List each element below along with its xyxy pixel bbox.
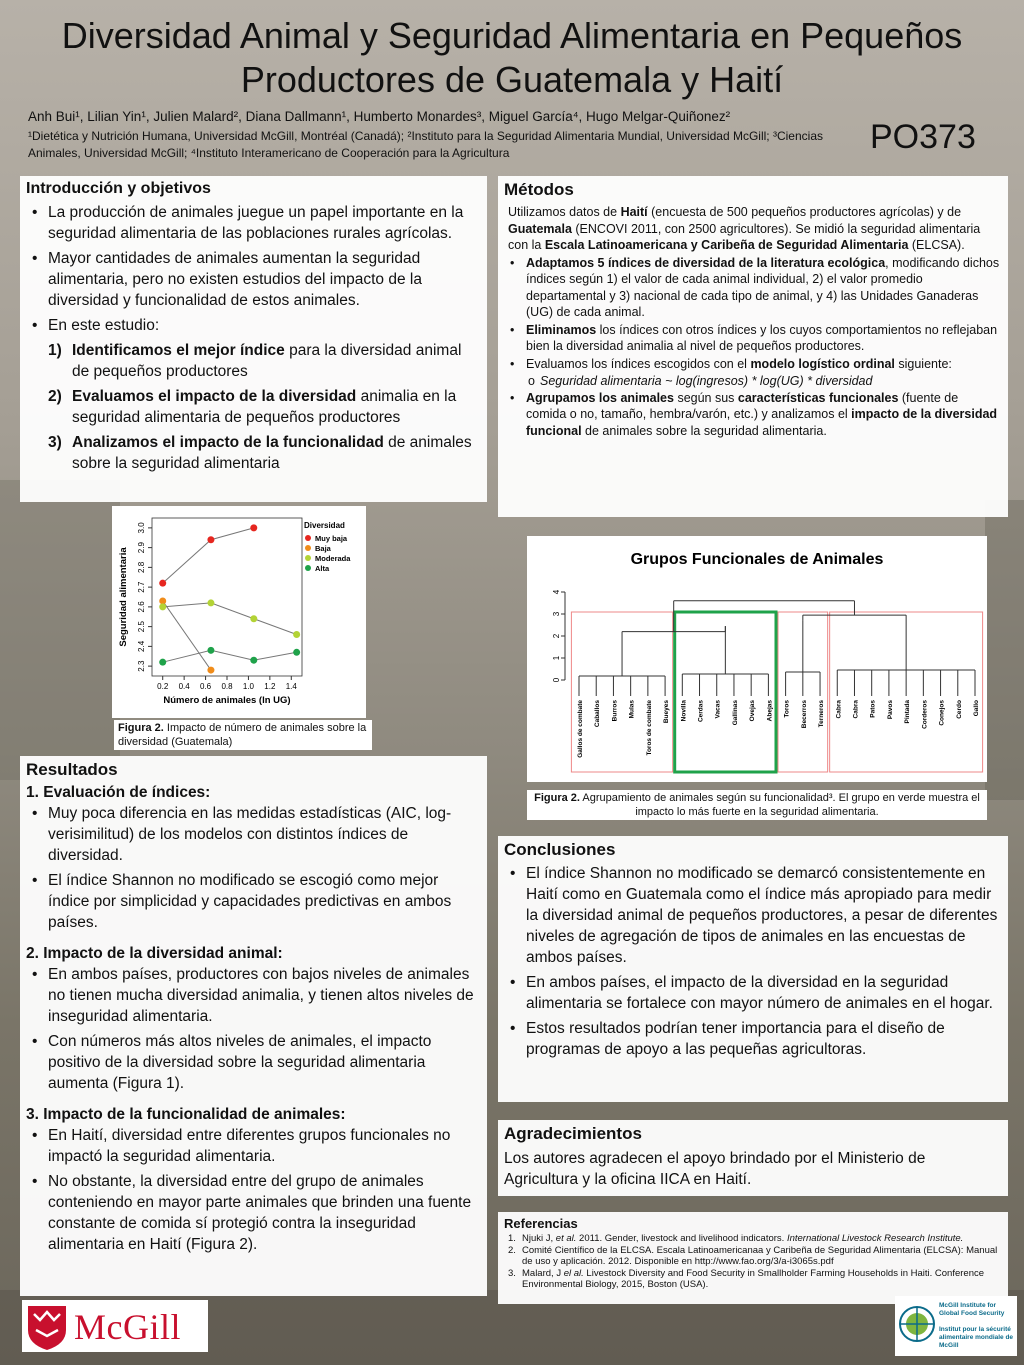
conclusions-bullet: • En ambos países, el impacto de la diversidad en la seguridad alimentaria se fortalece con mayor número de animales en el hogar. — [504, 972, 1000, 1014]
leaf-label: Caballos — [594, 700, 602, 728]
leaf-label: Toros — [783, 700, 791, 718]
results-subheading: 2. Impacto de la diversidad animal: — [26, 945, 283, 962]
legend-swatch — [305, 555, 311, 561]
leaf-label: Cerdo — [955, 700, 963, 719]
gfs-name-en: McGill Institute for Global Food Security — [939, 1302, 1005, 1317]
data-point — [293, 631, 300, 638]
x-axis-label: Número de animales (ln UG) — [163, 695, 291, 706]
x-tick-label: 1.2 — [264, 682, 276, 691]
methods-bullet — [504, 255, 1000, 321]
formula-text: Seguridad alimentaria ~ log(ingresos) * log(UG) * diversidad — [540, 374, 873, 388]
methods-bold: Haití — [620, 205, 648, 219]
intro-bullet: • En este estudio: — [26, 315, 481, 336]
intro-panel — [20, 176, 487, 502]
ack-heading: Agradecimientos — [504, 1124, 642, 1143]
methods-intro — [504, 204, 1000, 254]
intro-heading: Introducción y objetivos — [26, 180, 211, 197]
ref-text: Malard, J — [522, 1267, 564, 1279]
ref-text: 2011. Gender, livestock and livelihood indicators. — [576, 1233, 787, 1244]
objective-bold: Identificamos el mejor índice — [72, 342, 285, 359]
leaf-label: Bueyes — [663, 700, 671, 724]
y-tick-label: 2.6 — [137, 601, 146, 613]
results-bullet: • En Haití, diversidad entre diferentes grupos funcionales no impactó la seguridad alimentaria. — [26, 1125, 481, 1167]
y-axis-label: Seguridad alimentaria — [118, 547, 129, 647]
title-line-1: Diversidad Animal y Seguridad Alimentaria en Pequeños — [61, 15, 963, 56]
y-tick-label: 2.9 — [137, 542, 146, 554]
leaf-label: Ovejas — [749, 700, 757, 722]
figure-2-caption — [527, 790, 987, 820]
caption-label: Figura 2. — [534, 792, 580, 804]
legend-title: Diversidad — [304, 521, 345, 530]
x-tick-label: 0.6 — [200, 682, 212, 691]
data-point — [159, 603, 166, 610]
intro-bullet: • La producción de animales juegue un papel importante en la seguridad alimentaria de las poblaciones rurales agrícolas. — [26, 202, 481, 244]
objective-item — [26, 340, 481, 382]
data-point — [207, 647, 214, 654]
caption-text: Impacto de número de animales sobre la diversidad (Guatemala) — [118, 722, 367, 748]
leaf-label: Novilla — [680, 700, 688, 722]
model-formula — [504, 373, 1000, 390]
methods-text: de animales sobre la seguridad alimentaria. — [581, 423, 827, 438]
methods-bullet — [504, 322, 1000, 355]
leaf-label: Burros — [611, 700, 619, 722]
ref-item — [504, 1245, 1000, 1268]
ref-number: 3. — [508, 1267, 516, 1279]
methods-bold: Eliminamos — [526, 322, 597, 337]
results-bullets-2 — [26, 964, 481, 1094]
methods-bold: características funcionales — [737, 390, 899, 405]
y-tick-label: 2.8 — [137, 561, 146, 573]
caption-text: Agrupamiento de animales según su funcionalidad³. El grupo en verde muestra el impacto lo más fuerte en la seguridad alimentaria. — [579, 792, 980, 818]
ref-text: Livestock Diversity and Food Security in Smallholder Farming Households in Haiti. Conference Environmental Biology, 2015, Boston (USA). — [522, 1267, 985, 1290]
data-point — [159, 659, 166, 666]
ref-italic: el al. — [563, 1267, 584, 1279]
leaf-label: Gallos de combate — [577, 700, 584, 758]
leaf-label: Cabra — [835, 700, 843, 719]
data-point — [207, 599, 214, 606]
ref-number: 1. — [508, 1233, 516, 1244]
leaf-label: Pintada — [904, 700, 912, 724]
results-bullet: • No obstante, la diversidad entre del grupo de animales conteniendo en mayor parte animales que brinden una fuente constante de comida sí protegió contra la inseguridad alimentaria en Haití (Figura 2). — [26, 1171, 481, 1255]
author-list: Anh Bui¹, Lilian Yin¹, Julien Malard², Diana Dallmann¹, Humberto Monardes³, Miguel García⁴, Hugo Melgar-Quiñonez² — [28, 109, 731, 124]
objective-text: de animales sobre la seguridad alimentaria — [72, 434, 472, 472]
y-tick-label: 2.5 — [137, 621, 146, 633]
results-panel — [20, 756, 487, 1296]
ref-italic: et al. — [555, 1233, 577, 1244]
results-bullet: • Con números más altos niveles de animales, el impacto positivo de la diversidad sobre la seguridad alimentaria aumenta (Figura 1). — [26, 1031, 481, 1094]
dendrogram-title: Grupos Funcionales de Animales — [630, 551, 884, 568]
mcgill-wordmark: McGill — [74, 1307, 181, 1347]
methods-bold: Agrupamos los animales — [526, 390, 674, 405]
results-bullet: • Muy poca diferencia en las medidas estadísticas (AIC, log-verisimilitud) de los modelos con distintos índices de diversidad. — [26, 803, 481, 866]
intro-bullets — [26, 202, 481, 336]
refs-list — [504, 1233, 1000, 1291]
caption-label: Figura 2. — [118, 722, 164, 734]
leaf-label: Becerros — [800, 700, 808, 729]
leaf-label: Abejas — [766, 700, 774, 722]
leaf-label: Patos — [869, 700, 877, 718]
figure-2 — [527, 536, 987, 782]
objective-item — [26, 386, 481, 428]
poster-title — [10, 14, 1014, 102]
methods-text: (ELCSA). — [908, 238, 965, 252]
ref-italic: International Livestock Research Institute. — [786, 1233, 964, 1244]
results-subheading: 3. Impacto de la funcionalidad de animales: — [26, 1106, 346, 1123]
results-bullets-3 — [26, 1125, 481, 1255]
background-photo-hint-left — [0, 480, 120, 780]
x-tick-label: 1.4 — [285, 682, 297, 691]
results-bullets-1 — [26, 803, 481, 933]
objective-item — [26, 432, 481, 474]
results-subheading: 1. Evaluación de índices: — [26, 784, 211, 801]
methods-text: Utilizamos datos de — [508, 205, 621, 219]
methods-text: según sus — [673, 390, 738, 405]
sub-bullet-marker: o — [528, 374, 535, 388]
diversity-line-chart — [112, 506, 366, 718]
figure-1-caption — [114, 720, 372, 750]
methods-bullets-2 — [504, 390, 1000, 440]
intro-bullet: • Mayor cantidades de animales aumentan la seguridad alimentaria, pero no existen estudios del impacto de la diversidad y funcionalidad de estos animales. — [26, 248, 481, 311]
objective-bold: Analizamos el impacto de la funcionalidad — [72, 434, 384, 451]
leaf-label: Terneros — [818, 700, 826, 728]
conclusions-bullet: • Estos resultados podrían tener importancia para el diseño de programas de apoyo a las pequeñas agricultoras. — [504, 1018, 1000, 1060]
results-heading: Resultados — [26, 760, 118, 779]
y-tick-label: 2.7 — [137, 581, 146, 593]
methods-bold: modelo logístico ordinal — [750, 356, 895, 371]
ack-text: Los autores agradecen el apoyo brindado por el Ministerio de Agricultura y la oficina IICA en Haití. — [504, 1150, 926, 1188]
methods-bullet — [504, 356, 1000, 373]
refs-heading: Referencias — [504, 1216, 578, 1231]
globe-icon — [897, 1302, 937, 1350]
methods-text: (encuesta de 500 pequeños productores agrícolas) y de — [647, 205, 962, 219]
functional-groups-dendrogram — [527, 536, 987, 782]
methods-bold: Adaptamos 5 índices de diversidad de la literatura ecológica — [526, 255, 886, 270]
x-tick-label: 0.2 — [157, 682, 169, 691]
leaf-label: Cabra — [852, 700, 860, 719]
figure-1 — [112, 506, 366, 718]
background-photo-hint-right — [985, 500, 1024, 800]
leaf-label: Pavos — [886, 700, 894, 720]
ref-item — [504, 1233, 1000, 1245]
methods-text: siguiente: — [894, 356, 952, 371]
ref-number: 2. — [508, 1244, 516, 1256]
gfs-name-fr: Institut pour la sécurité alimentaire mondiale de McGill — [939, 1326, 1014, 1349]
methods-panel — [498, 176, 1008, 517]
results-bullet: • En ambos países, productores con bajos niveles de animales no tienen mucha diversidad animalia, y tienen altos niveles de inseguridad alimentaria. — [26, 964, 481, 1027]
ref-text: Njuki J, — [522, 1233, 556, 1244]
objective-number: 1) — [48, 342, 62, 359]
methods-text: los índices con otros índices y los cuyos comportamientos no reflejaban bien la diversidad animalia al nivel de pequeños productores. — [526, 322, 998, 353]
objective-bold: Evaluamos el impacto de la diversidad — [72, 388, 357, 405]
legend-swatch — [305, 545, 311, 551]
legend-label: Baja — [315, 544, 331, 553]
data-point — [207, 667, 214, 674]
methods-bullet — [504, 390, 1000, 440]
y-tick-label: 2.3 — [137, 660, 146, 672]
y-tick-label: 1 — [552, 655, 561, 661]
legend-label: Alta — [315, 564, 330, 573]
leaf-label: Toros de combate — [645, 700, 653, 756]
title-line-2: Productores de Guatemala y Haití — [240, 59, 784, 100]
methods-text: Evaluamos los índices escogidos con el — [526, 356, 751, 371]
leaf-label: Mulas — [628, 700, 636, 719]
data-point — [159, 580, 166, 587]
ack-panel — [498, 1120, 1008, 1196]
plot-frame — [152, 518, 302, 676]
objectives-list — [26, 340, 481, 474]
y-tick-label: 2 — [552, 633, 561, 639]
methods-text: (fuente de comida o no, tamaño, hembra/varón, etc.) y analizamos el — [526, 390, 959, 421]
conclusions-panel — [498, 836, 1008, 1102]
leaf-label: Gallinas — [731, 700, 739, 726]
conclusions-heading: Conclusiones — [504, 840, 616, 859]
leaf-label: Conejos — [938, 700, 946, 726]
objective-number: 2) — [48, 388, 62, 405]
objective-text: para la diversidad animal de pequeños productores — [72, 342, 462, 380]
ref-item — [504, 1268, 1000, 1291]
methods-heading: Métodos — [504, 180, 574, 199]
poster-code: PO373 — [870, 118, 976, 156]
x-tick-label: 0.8 — [221, 682, 233, 691]
leaf-label: Cerdas — [697, 700, 705, 723]
methods-bullets — [504, 255, 1000, 373]
leaf-label: Gallo — [973, 700, 980, 717]
y-tick-label: 4 — [552, 589, 561, 595]
y-tick-label: 3.0 — [137, 522, 146, 534]
y-tick-label: 3 — [552, 611, 561, 617]
legend-label: Muy baja — [315, 534, 348, 543]
conclusions-bullet: • El índice Shannon no modificado se demarcó consistentemente en Haití como en Guatemala como el índice más apropiado para medir la diversidad animal de pequeños productores, a pesar de diferentes niveles de agregación de tipos de animales en las encuestas de ambos países. — [504, 863, 1000, 968]
y-tick-label: 2.4 — [137, 640, 146, 652]
data-point — [293, 649, 300, 656]
methods-text: (ENCOVI 2011, con 2500 agricultores). Se midió la seguridad alimentaria con la — [508, 221, 981, 252]
data-point — [250, 524, 257, 531]
objective-number: 3) — [48, 434, 62, 451]
methods-text: , modificando dichos índices según 1) el valor de cada animal individual, 2) el valor promedio departamental y 3) nacional de cada tipo de animal, y 4) las Unidades Ganaderas (UG) de cada animal. — [526, 255, 1000, 319]
data-point — [250, 615, 257, 622]
methods-bold: Guatemala — [508, 221, 572, 236]
leaf-label: Corderos — [921, 700, 929, 729]
legend-swatch — [305, 535, 311, 541]
legend-label: Moderada — [315, 554, 351, 563]
data-point — [207, 536, 214, 543]
x-tick-label: 0.4 — [178, 682, 190, 691]
objective-text: animalia en la seguridad alimentaria de pequeños productores — [72, 388, 457, 426]
leaf-label: Vacas — [714, 700, 722, 719]
data-point — [250, 657, 257, 664]
x-tick-label: 1.0 — [242, 682, 254, 691]
ref-text: Comité Científico de la ELCSA. Escala Latinoamericanaa y Caribeña de Seguridad Alimentaria (ELCSA): Manual de uso y aplicación. 2012. Disponible en http://www.fao.org/3/a-i3065s.pdf — [522, 1244, 998, 1267]
results-bullet: • El índice Shannon no modificado se escogió como mejor índice por simplicidad y capacidades predictivas en ambos países. — [26, 870, 481, 933]
y-tick-label: 0 — [552, 677, 561, 683]
methods-bold: impacto de la diversidad funcional — [526, 407, 998, 438]
conclusions-bullets — [504, 863, 1000, 1060]
mcgill-logo — [22, 1300, 208, 1352]
gfs-logo — [895, 1296, 1017, 1356]
affiliations: ¹Dietética y Nutrición Humana, Universidad McGill, Montréal (Canadá); ²Instituto para la Seguridad Alimentaria Mundial, Universidad McGill; ³Ciencias Animales, Universidad McGill; ⁴Instituto Interamericano de Cooperación para la Agricultura — [28, 129, 823, 160]
legend-swatch — [305, 565, 311, 571]
refs-panel — [498, 1212, 1008, 1304]
methods-bold: Escala Latinoamericana y Caribeña de Seguridad Alimentaria — [544, 238, 909, 252]
